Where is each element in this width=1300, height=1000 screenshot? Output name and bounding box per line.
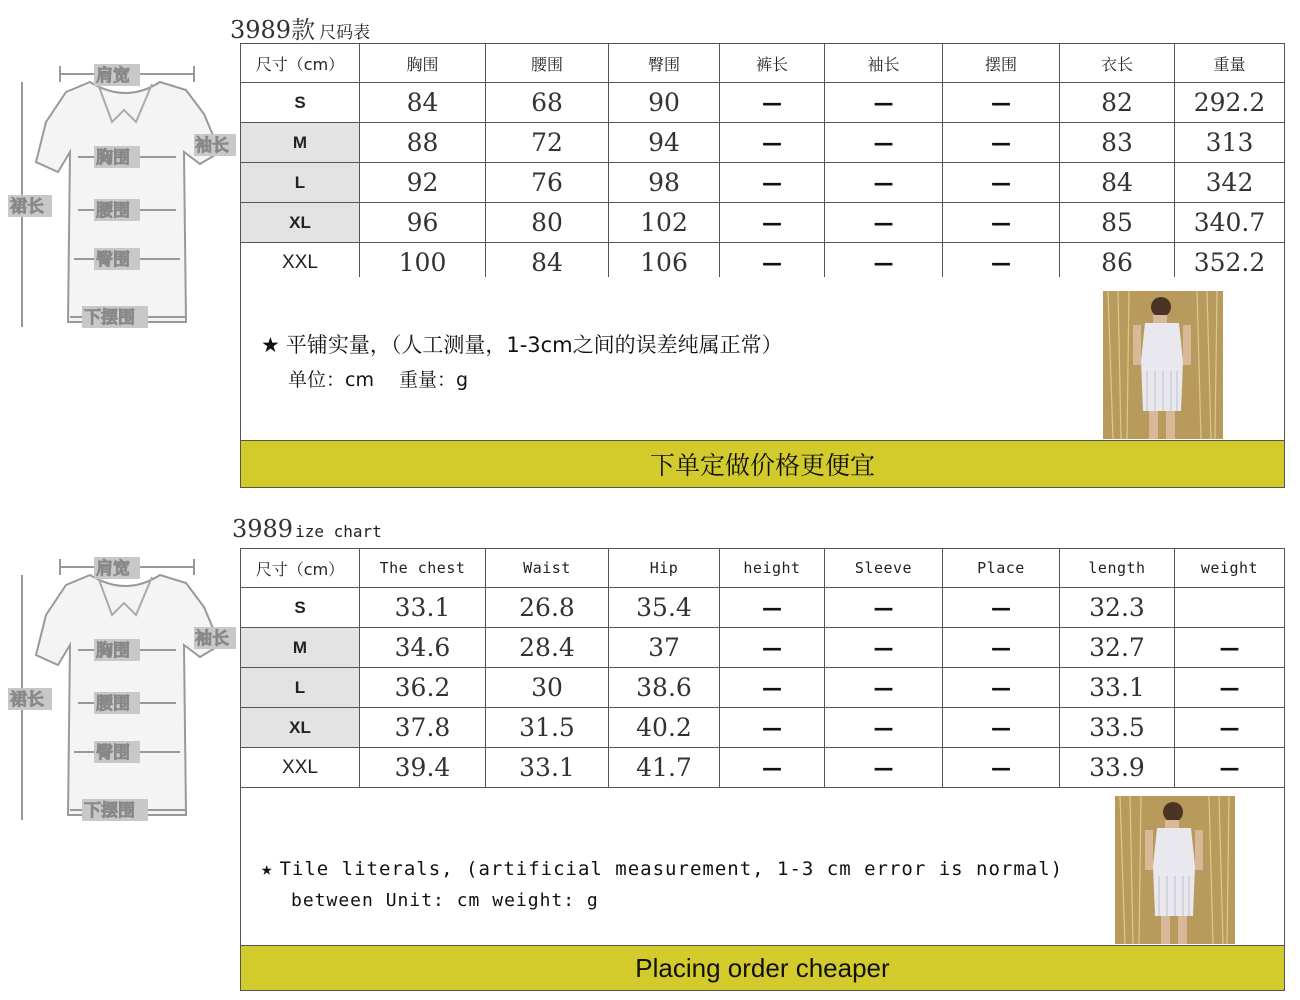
table-row [241, 588, 1285, 628]
length-value: 33.9 [1060, 748, 1175, 788]
diagram-label-shoulder: 肩宽 [96, 66, 130, 86]
diagram-label-chest: 胸围 [96, 148, 130, 168]
place-value: — [943, 628, 1060, 668]
star-icon: ★ [261, 333, 280, 357]
size-label: XXL [241, 748, 360, 788]
header-chest: 胸围 [360, 44, 486, 83]
sleeve-value: — [825, 83, 943, 123]
weight-value: 340.7 [1175, 203, 1285, 243]
diagram-label-hip: 臀围 [96, 250, 130, 270]
chest-value: 39.4 [360, 748, 486, 788]
hip-value: 41.7 [609, 748, 720, 788]
waist-value: 72 [486, 123, 609, 163]
length-value: 83 [1060, 123, 1175, 163]
chest-value: 88 [360, 123, 486, 163]
waist-value: 80 [486, 203, 609, 243]
measurement-note-panel [240, 787, 1285, 947]
size-label: L [241, 668, 360, 708]
sleeve-value: — [825, 628, 943, 668]
pants-value: — [720, 83, 825, 123]
size-chart-english [0, 505, 1300, 995]
sleeve-value: — [825, 243, 943, 283]
header-hip: Hip [609, 549, 720, 588]
table-row [241, 668, 1285, 708]
sleeve-value: — [825, 588, 943, 628]
size-table [240, 548, 1285, 788]
sleeve-value: — [825, 203, 943, 243]
hem-value: — [943, 203, 1060, 243]
header-hem: 摆围 [943, 44, 1060, 83]
height-value: — [720, 588, 825, 628]
diagram-label-sleeve: 袖长 [195, 629, 229, 649]
hip-value: 106 [609, 243, 720, 283]
hem-value: — [943, 123, 1060, 163]
header-waist: Waist [486, 549, 609, 588]
weight-value: — [1175, 668, 1285, 708]
chest-value: 33.1 [360, 588, 486, 628]
waist-value: 76 [486, 163, 609, 203]
table-row [241, 748, 1285, 788]
weight-value: 342 [1175, 163, 1285, 203]
height-value: — [720, 748, 825, 788]
header-hip: 臀围 [609, 44, 720, 83]
diagram-label-sleeve: 袖长 [195, 136, 229, 156]
sleeve-value: — [825, 123, 943, 163]
chest-value: 37.8 [360, 708, 486, 748]
table-row [241, 628, 1285, 668]
diagram-label-shoulder: 肩宽 [96, 559, 130, 579]
length-value: 32.7 [1060, 628, 1175, 668]
header-sleeve: 袖长 [825, 44, 943, 83]
hip-value: 38.6 [609, 668, 720, 708]
height-value: — [720, 708, 825, 748]
header-place: Place [943, 549, 1060, 588]
chart-title-text: 尺码表 [319, 23, 371, 43]
size-label: L [241, 163, 360, 203]
diagram-label-hip: 臀围 [96, 743, 130, 763]
hem-value: — [943, 163, 1060, 203]
waist-value: 33.1 [486, 748, 609, 788]
height-value: — [720, 628, 825, 668]
hip-value: 98 [609, 163, 720, 203]
header-size: 尺寸（cm） [241, 549, 360, 588]
size-chart-chinese [0, 0, 1300, 490]
chart-title-text: ize chart [295, 522, 382, 541]
weight-value: — [1175, 628, 1285, 668]
table-row [241, 163, 1285, 203]
note-line-1 [261, 329, 783, 359]
note-text-1: 平铺实量，（人工测量，1-3cm之间的误差纯属正常） [285, 333, 783, 357]
hip-value: 37 [609, 628, 720, 668]
diagram-label-waist: 腰围 [96, 201, 130, 221]
hip-value: 102 [609, 203, 720, 243]
weight-value: — [1175, 708, 1285, 748]
header-weight: weight [1175, 549, 1285, 588]
hip-value: 90 [609, 83, 720, 123]
waist-value: 68 [486, 83, 609, 123]
dress-measurement-diagram [8, 52, 240, 352]
table-row [241, 83, 1285, 123]
waist-value: 28.4 [486, 628, 609, 668]
chest-value: 34.6 [360, 628, 486, 668]
header-pants-length: 裤长 [720, 44, 825, 83]
header-chest: The chest [360, 549, 486, 588]
size-label: S [241, 588, 360, 628]
table-header-row [241, 44, 1285, 83]
weight-value: — [1175, 748, 1285, 788]
chest-value: 84 [360, 83, 486, 123]
place-value: — [943, 708, 1060, 748]
size-label: S [241, 83, 360, 123]
weight-value: 352.2 [1175, 243, 1285, 283]
diagram-label-waist: 腰围 [96, 694, 130, 714]
style-code: 3989款 [230, 16, 316, 44]
note-line-2: between Unit: cm weight: g [291, 890, 599, 911]
pants-value: — [720, 203, 825, 243]
chest-value: 100 [360, 243, 486, 283]
order-banner: Placing order cheaper [240, 945, 1285, 991]
measurement-note-panel [240, 277, 1285, 441]
size-table [240, 43, 1285, 283]
diagram-label-skirt-length: 裙长 [10, 197, 44, 217]
weight-value: 292.2 [1175, 83, 1285, 123]
length-value: 82 [1060, 83, 1175, 123]
sleeve-value: — [825, 163, 943, 203]
sleeve-value: — [825, 708, 943, 748]
place-value: — [943, 748, 1060, 788]
note-line-2: 单位：cm 重量：g [288, 369, 469, 391]
model-photo [1103, 291, 1223, 439]
length-value: 84 [1060, 163, 1175, 203]
weight-value [1175, 588, 1285, 628]
diagram-label-chest: 胸围 [96, 641, 130, 661]
table-row [241, 203, 1285, 243]
height-value: — [720, 668, 825, 708]
hip-value: 94 [609, 123, 720, 163]
chest-value: 36.2 [360, 668, 486, 708]
pants-value: — [720, 163, 825, 203]
header-waist: 腰围 [486, 44, 609, 83]
order-banner: 下单定做价格更便宜 [240, 440, 1285, 488]
size-label: M [241, 123, 360, 163]
sleeve-value: — [825, 748, 943, 788]
waist-value: 26.8 [486, 588, 609, 628]
dress-measurement-diagram [8, 545, 240, 845]
header-sleeve: Sleeve [825, 549, 943, 588]
star-icon: ★ [261, 858, 274, 880]
waist-value: 84 [486, 243, 609, 283]
weight-value: 313 [1175, 123, 1285, 163]
table-row [241, 123, 1285, 163]
chart-title [232, 515, 382, 543]
hip-value: 40.2 [609, 708, 720, 748]
hem-value: — [943, 83, 1060, 123]
pants-value: — [720, 243, 825, 283]
diagram-label-hem: 下摆围 [84, 801, 135, 821]
header-height: height [720, 549, 825, 588]
header-weight: 重量 [1175, 44, 1285, 83]
model-photo [1115, 796, 1235, 944]
table-row [241, 708, 1285, 748]
header-size: 尺寸（cm） [241, 44, 360, 83]
diagram-label-hem: 下摆围 [84, 308, 135, 328]
style-code: 3989 [232, 515, 294, 543]
chest-value: 92 [360, 163, 486, 203]
header-length: 衣长 [1060, 44, 1175, 83]
hem-value: — [943, 243, 1060, 283]
note-text-1: Tile literals, (artificial measurement, 1-3 cm error is normal) [279, 858, 1064, 880]
size-label: XL [241, 203, 360, 243]
diagram-label-skirt-length: 裙长 [10, 690, 44, 710]
length-value: 33.5 [1060, 708, 1175, 748]
note-line-1 [261, 858, 1063, 880]
size-label: M [241, 628, 360, 668]
sleeve-value: — [825, 668, 943, 708]
table-header-row [241, 549, 1285, 588]
header-length: length [1060, 549, 1175, 588]
waist-value: 31.5 [486, 708, 609, 748]
place-value: — [943, 668, 1060, 708]
length-value: 86 [1060, 243, 1175, 283]
length-value: 85 [1060, 203, 1175, 243]
pants-value: — [720, 123, 825, 163]
chest-value: 96 [360, 203, 486, 243]
size-label: XXL [241, 243, 360, 283]
hip-value: 35.4 [609, 588, 720, 628]
length-value: 33.1 [1060, 668, 1175, 708]
size-label: XL [241, 708, 360, 748]
length-value: 32.3 [1060, 588, 1175, 628]
waist-value: 30 [486, 668, 609, 708]
chart-title [230, 10, 370, 45]
place-value: — [943, 588, 1060, 628]
